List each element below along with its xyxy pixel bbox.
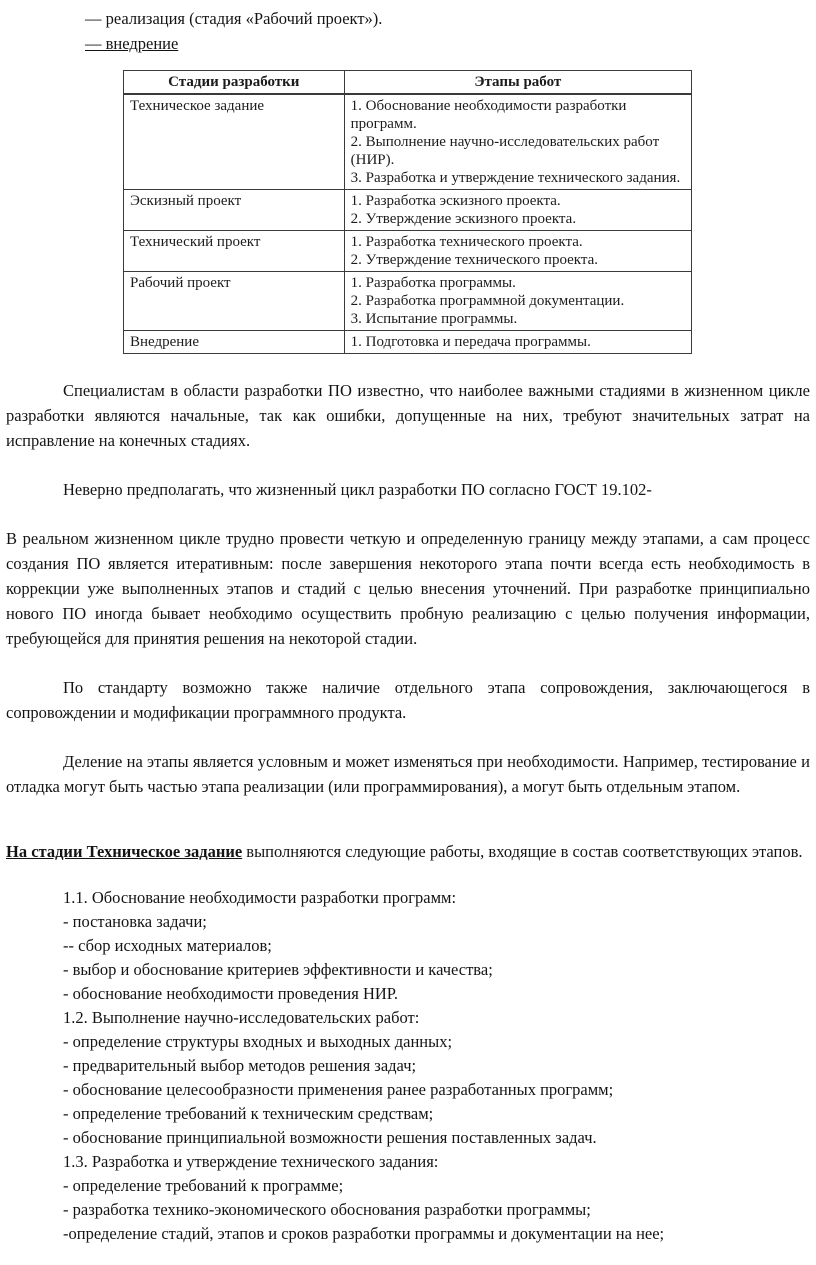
work-item: -определение стадий, этапов и сроков разработки программы и документации на нее; [63,1224,665,1243]
stage-cell: Техническое задание [124,94,345,190]
stage-cell: Рабочий проект [124,272,345,331]
work-item: - разработка технико-экономического обоснования разработки программы; [63,1200,591,1219]
paragraph-stage-heading [6,839,810,864]
stages-table [123,70,692,354]
table-header-row [124,71,692,95]
work-item: - определение требований к техническим средствам; [63,1104,434,1123]
stage-cell: Технический проект [124,231,345,272]
table-row [124,272,692,331]
step-line: 1. Обоснование необходимости разработки программ. [350,98,627,132]
stage-heading-rest: выполняются следующие работы, входящие в состав соответствующих этапов. [242,842,803,861]
work-item: 1.3. Разработка и утверждение технического задания: [63,1152,439,1171]
work-item: 1.2. Выполнение научно-исследовательских работ: [63,1008,420,1027]
stage-cell: Эскизный проект [124,190,345,231]
work-items-list [6,886,810,1246]
table-row [124,94,692,190]
paragraph-real-cycle: В реальном жизненном цикле трудно провести четкую и определенную границу между этапами, а сам процесс создания ПО является итеративным: после завершения некоторого этапа почти всегда есть необходимость в коррекции уже выполненных этапов и стадий с целью внесения уточнений. При разработке принципиально нового ПО иногда бывает необходимо осуществить пробную реализацию с целью получения информации, требующейся для принятия решения на некоторой стадии. [6,529,810,648]
step-line: 2. Разработка программной документации. [350,293,625,309]
work-item: - выбор и обоснование критериев эффективности и качества; [63,960,493,979]
step-line: 1. Подготовка и передача программы. [350,334,591,350]
work-item: - обоснование необходимости проведения НИР. [63,984,399,1003]
work-item: -- сбор исходных материалов; [63,936,272,955]
intro-block [6,6,810,56]
steps-cell [344,231,691,272]
table-header-stages: Стадии разработки [124,71,345,95]
paragraph-gost: Неверно предполагать, что жизненный цикл разработки ПО согласно ГОСТ 19.102- [63,480,652,499]
step-line: 1. Разработка эскизного проекта. [350,193,561,209]
work-item: - определение структуры входных и выходных данных; [63,1032,453,1051]
step-line: 1. Разработка программы. [350,275,516,291]
paragraph-standard: По стандарту возможно также наличие отдельного этапа сопровождения, заключающегося в сопровождении и модификации программного продукта. [6,678,810,722]
step-line: 2. Утверждение технического проекта. [350,252,599,268]
stage-cell: Внедрение [124,331,345,354]
paragraph-division: Деление на этапы является условным и может изменяться при необходимости. Например, тестирование и отладка могут быть частью этапа реализации (или программирования), а могут быть отдельным этапом. [6,752,810,796]
step-line: 1. Разработка технического проекта. [350,234,583,250]
work-item: - определение требований к программе; [63,1176,344,1195]
step-line: 2. Выполнение научно-исследовательских работ (НИР). [350,134,660,168]
steps-cell [344,190,691,231]
steps-cell [344,331,691,354]
table-row [124,190,692,231]
table-header-steps: Этапы работ [344,71,691,95]
stage-heading-lead: На стадии Техническое задание [6,842,243,861]
intro-line-deployment [85,31,810,56]
steps-cell [344,94,691,190]
paragraph-specialists: Специалистам в области разработки ПО известно, что наиболее важными стадиями в жизненном цикле разработки являются начальные, так как ошибки, допущенные на них, требуют значительных затрат на исправление на конечных стадиях. [6,381,810,450]
table-row [124,231,692,272]
work-item: - предварительный выбор методов решения задач; [63,1056,417,1075]
intro-line-deployment-text: — внедрение [85,34,179,53]
steps-cell [344,272,691,331]
step-line: 3. Разработка и утверждение технического задания. [350,170,681,186]
work-item: - обоснование целесообразности применения ранее разработанных программ; [63,1080,614,1099]
work-item: 1.1. Обоснование необходимости разработки программ: [63,888,457,907]
intro-line-realization: — реализация (стадия «Рабочий проект»). [85,9,383,28]
work-item: - постановка задачи; [63,912,207,931]
step-line: 2. Утверждение эскизного проекта. [350,211,577,227]
work-item: - обоснование принципиальной возможности решения поставленных задач. [63,1128,597,1147]
step-line: 3. Испытание программы. [350,311,518,327]
table-row [124,331,692,354]
